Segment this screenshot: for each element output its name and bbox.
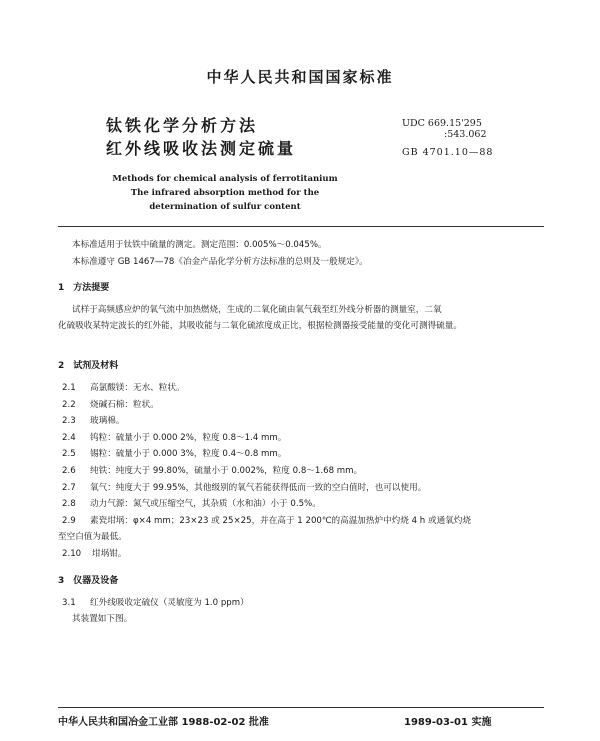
approval-date: 中华人民共和国冶金工业部 1988-02-02 批准: [58, 717, 269, 728]
gb-code: GB 4701.10—88: [402, 147, 494, 158]
item-2-9-continuation: 至空白值为最低。: [58, 532, 127, 542]
udc-line-2: :543.062: [444, 129, 487, 140]
item-number: 2.1: [62, 383, 76, 393]
list-item: [62, 398, 159, 412]
effective-date: 1989-03-01 实施: [404, 717, 492, 728]
item-text: 红外线吸收定硫仪（灵敏度为 1.0 ppm）: [90, 598, 249, 608]
section-3-continuation: 其装置如下图。: [72, 614, 133, 624]
english-title-line-3: determination of sulfur content: [149, 202, 301, 212]
section-1-heading: 1 方法提要: [58, 283, 110, 293]
list-item: [62, 464, 362, 478]
section-2-heading: 2 试剂及材料: [58, 361, 119, 371]
list-item: [62, 431, 286, 445]
list-item: [62, 497, 321, 511]
item-number: 2.9: [62, 516, 76, 526]
item-text: 玻璃棉。: [90, 416, 125, 426]
item-number: 2.3: [62, 416, 76, 426]
footer-divider: [58, 707, 544, 708]
item-number: 2.10: [62, 549, 82, 559]
item-text: 素瓷坩埚：φ×4 mm；23×23 或 25×25，并在高于 1 200℃的高温加热炉中灼烧 4 h 或通氧灼烧: [90, 516, 471, 526]
list-item: [62, 414, 124, 428]
section-3-heading: 3 仪器及设备: [58, 576, 119, 586]
item-text: 纯铁：纯度大于 99.80%，硫量小于 0.002%，粒度 0.8～1.68 mm。: [90, 466, 363, 476]
item-number: 3.1: [62, 598, 76, 608]
udc-line-1: UDC 669.15'295: [402, 118, 482, 129]
item-text: 烧碱石棉：粒状。: [90, 400, 159, 410]
item-number: 2.5: [62, 449, 76, 459]
title-line-2: 红外线吸收法测定硫量: [106, 139, 297, 158]
national-standard-label: 中华人民共和国国家标准: [206, 68, 394, 86]
item-number: 2.2: [62, 400, 76, 410]
item-text: 锡粒：硫量小于 0.000 3%，粒度 0.4～0.8 mm。: [90, 449, 287, 459]
list-item: [62, 596, 249, 610]
list-item: [62, 447, 286, 461]
english-title-line-1: Methods for chemical analysis of ferrotitanium: [112, 174, 338, 184]
list-item: [62, 514, 471, 528]
document-title: [106, 114, 296, 160]
section-1-text-line-1: 试样于高频感应炉的氧气流中加热燃烧，生成的二氧化硫由氧气载至红外线分析器的测量室，二氧: [72, 305, 442, 315]
item-text: 坩埚钳。: [92, 549, 127, 559]
list-item: [62, 381, 185, 395]
item-number: 2.8: [62, 499, 76, 509]
header-divider: [58, 226, 544, 227]
item-number: 2.4: [62, 433, 76, 443]
list-item: [62, 481, 426, 495]
list-item: [62, 547, 126, 561]
intro-line-1: 本标准适用于钛铁中硫量的测定。测定范围：0.005%～0.045%。: [72, 240, 327, 250]
item-text: 钨粒：硫量小于 0.000 2%，粒度 0.8～1.4 mm。: [90, 433, 287, 443]
item-text: 氧气：纯度大于 99.95%，其他级别的氧气若能获得低而一致的空白值时，也可以使用。: [90, 483, 427, 493]
item-text: 动力气源：氮气或压缩空气，其杂质（水和油）小于 0.5%。: [90, 499, 321, 509]
item-number: 2.6: [62, 466, 76, 476]
english-title: [0, 172, 450, 214]
udc-code: [402, 118, 487, 140]
intro-line-2: 本标准遵守 GB 1467—78《冶金产品化学分析方法标准的总则及一般规定》。: [72, 257, 368, 267]
section-1-text-line-2: 化硫吸收某特定波长的红外能，其吸收能与二氧化硫浓度成正比，根据检测器接受能量的变化可测得硫量。: [58, 321, 462, 331]
english-title-line-2: The infrared absorption method for the: [130, 188, 320, 198]
title-line-1: 钛铁化学分析方法: [106, 116, 259, 135]
item-text: 高氯酸镁：无水、粒状。: [90, 383, 185, 393]
item-number: 2.7: [62, 483, 76, 493]
